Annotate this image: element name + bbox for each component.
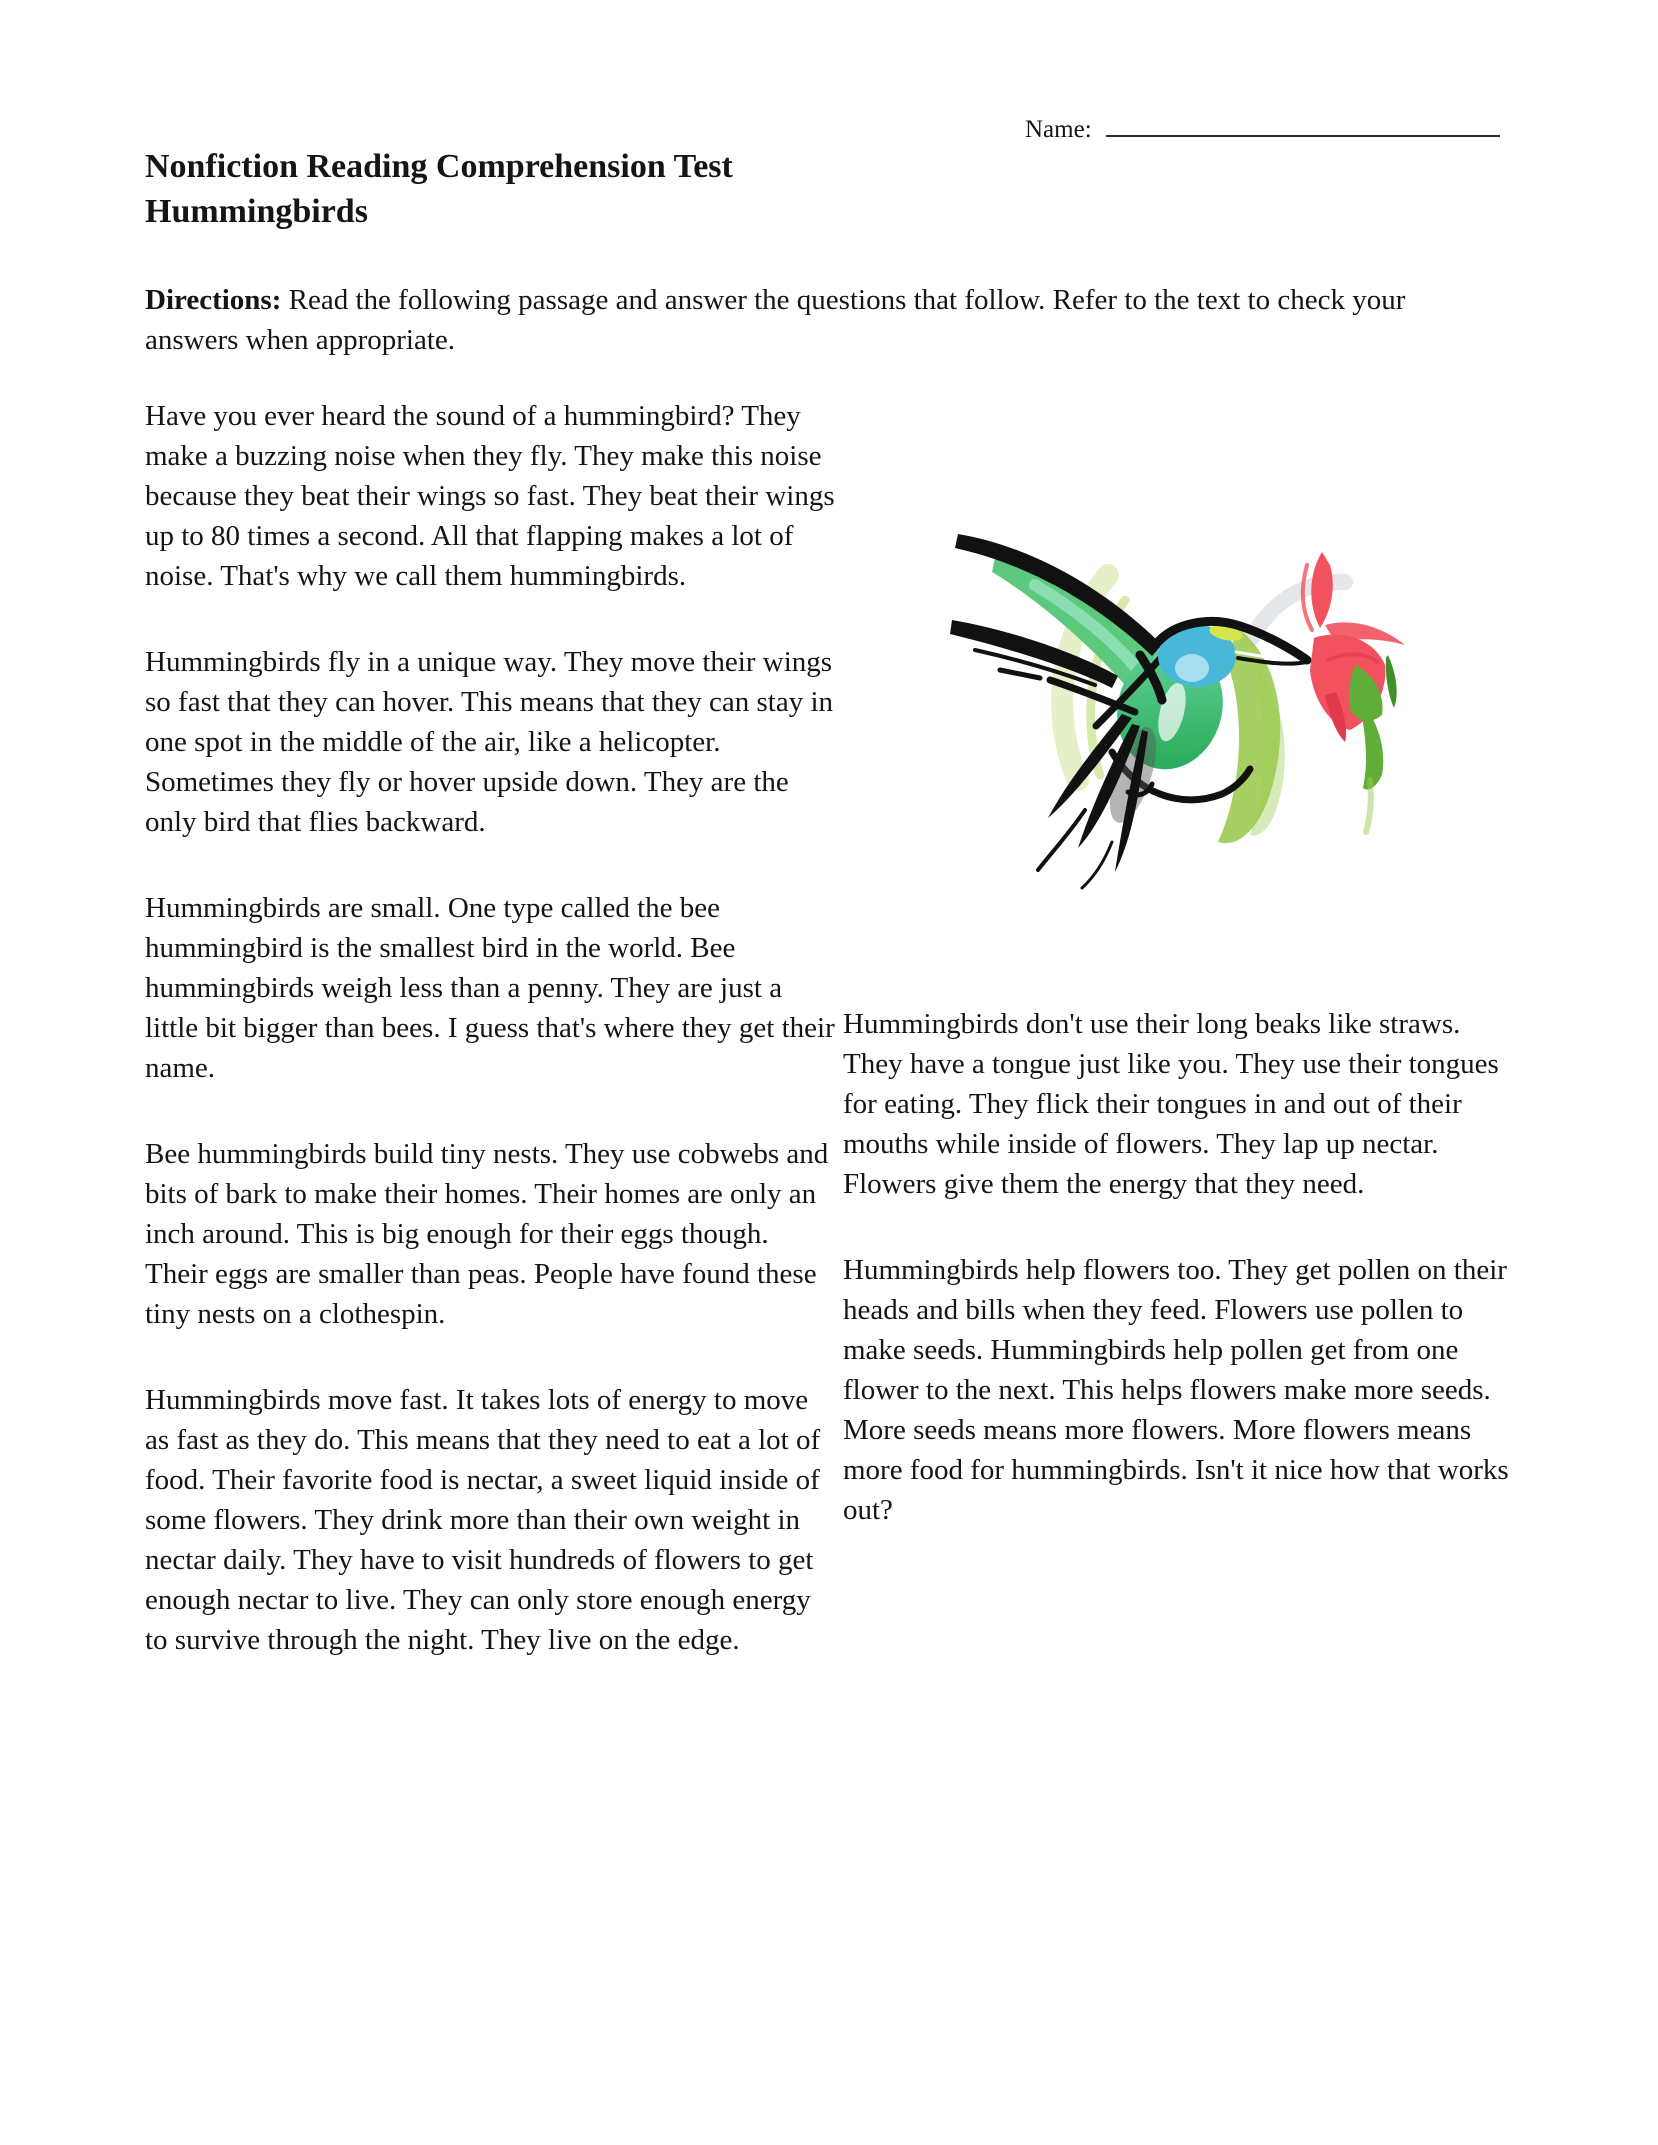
title-line-1: Nonfiction Reading Comprehension Test xyxy=(145,148,733,185)
directions xyxy=(145,280,1505,360)
leaf-long xyxy=(1362,710,1383,789)
leaf-blade-dark xyxy=(1386,655,1397,708)
paragraph-tongues: Hummingbirds don't use their long beaks like straws. They have a tongue just like you. They use their tongues for eating. They flick their tongues in and out of their mouths while inside of flowers. They lap up nectar. Flowers give them the energy that they need. xyxy=(843,1008,1499,1200)
flower-plume xyxy=(1311,552,1333,628)
right-column xyxy=(843,396,1515,1576)
tail-whisker-1 xyxy=(1038,810,1085,870)
paragraph-size: Hummingbirds are small. One type called the bee hummingbird is the smallest bird in the world. Bee hummingbirds weigh less than a penny. They are just a little bit bigger than bees. I guess that's where they get their name. xyxy=(145,892,835,1084)
hummingbird-illustration xyxy=(900,480,1460,900)
title-line-2: Hummingbirds xyxy=(145,193,368,230)
directions-label: Directions: xyxy=(145,284,282,316)
directions-text: Read the following passage and answer the questions that follow. Refer to the text to check your answers when appropriate. xyxy=(145,284,1406,356)
paragraph-sound: Have you ever heard the sound of a hummingbird? They make a buzzing noise when they fly. They make this noise because they beat their wings so fast. They beat their wings up to 80 times a second. All that flapping makes a lot of noise. That's why we call them hummingbirds. xyxy=(145,400,835,592)
hummingbird-flower-svg xyxy=(900,480,1460,900)
paragraph-nests: Bee hummingbirds build tiny nests. They use cobwebs and bits of bark to make their homes. Their homes are only an inch around. This is big enough for their eggs though. Their eggs are smaller than peas. People have found these tiny nests on a clothespin. xyxy=(145,1138,829,1330)
left-column xyxy=(145,396,837,1706)
page-title xyxy=(145,144,733,234)
name-label: Name: xyxy=(1025,116,1092,143)
passage-columns xyxy=(145,396,1515,1706)
head-gloss xyxy=(1175,654,1209,682)
paragraph-flight: Hummingbirds fly in a unique way. They move their wings so fast that they can hover. This means that they can stay in one spot in the middle of the air, like a helicopter. Sometimes they fly or hover upside down. They are the only bird that flies backward. xyxy=(145,646,834,838)
paragraph-pollen: Hummingbirds help flowers too. They get pollen on their heads and bills when they feed. Flowers use pollen to make seeds. Hummingbirds help pollen get from one flower to the next. This helps flowers make more seeds. More seeds means more flowers. More flowers means more food for hummingbirds. Isn't it nice how that works out? xyxy=(843,1254,1509,1526)
name-row xyxy=(1025,116,1500,144)
flower-plume-tail xyxy=(1303,565,1312,630)
paragraph-energy: Hummingbirds move fast. It takes lots of energy to move as fast as they do. This means that they need to eat a lot of food. Their favorite food is nectar, a sweet liquid inside of some flowers. They drink more than their own weight in nectar daily. They have to visit hundreds of flowers to get enough nectar to live. They can only store enough energy to survive through the night. They live on the edge. xyxy=(145,1384,821,1656)
lower-wing-dash xyxy=(1000,670,1040,678)
name-blank-line xyxy=(1106,135,1500,137)
tail-whisker-2 xyxy=(1082,842,1112,888)
